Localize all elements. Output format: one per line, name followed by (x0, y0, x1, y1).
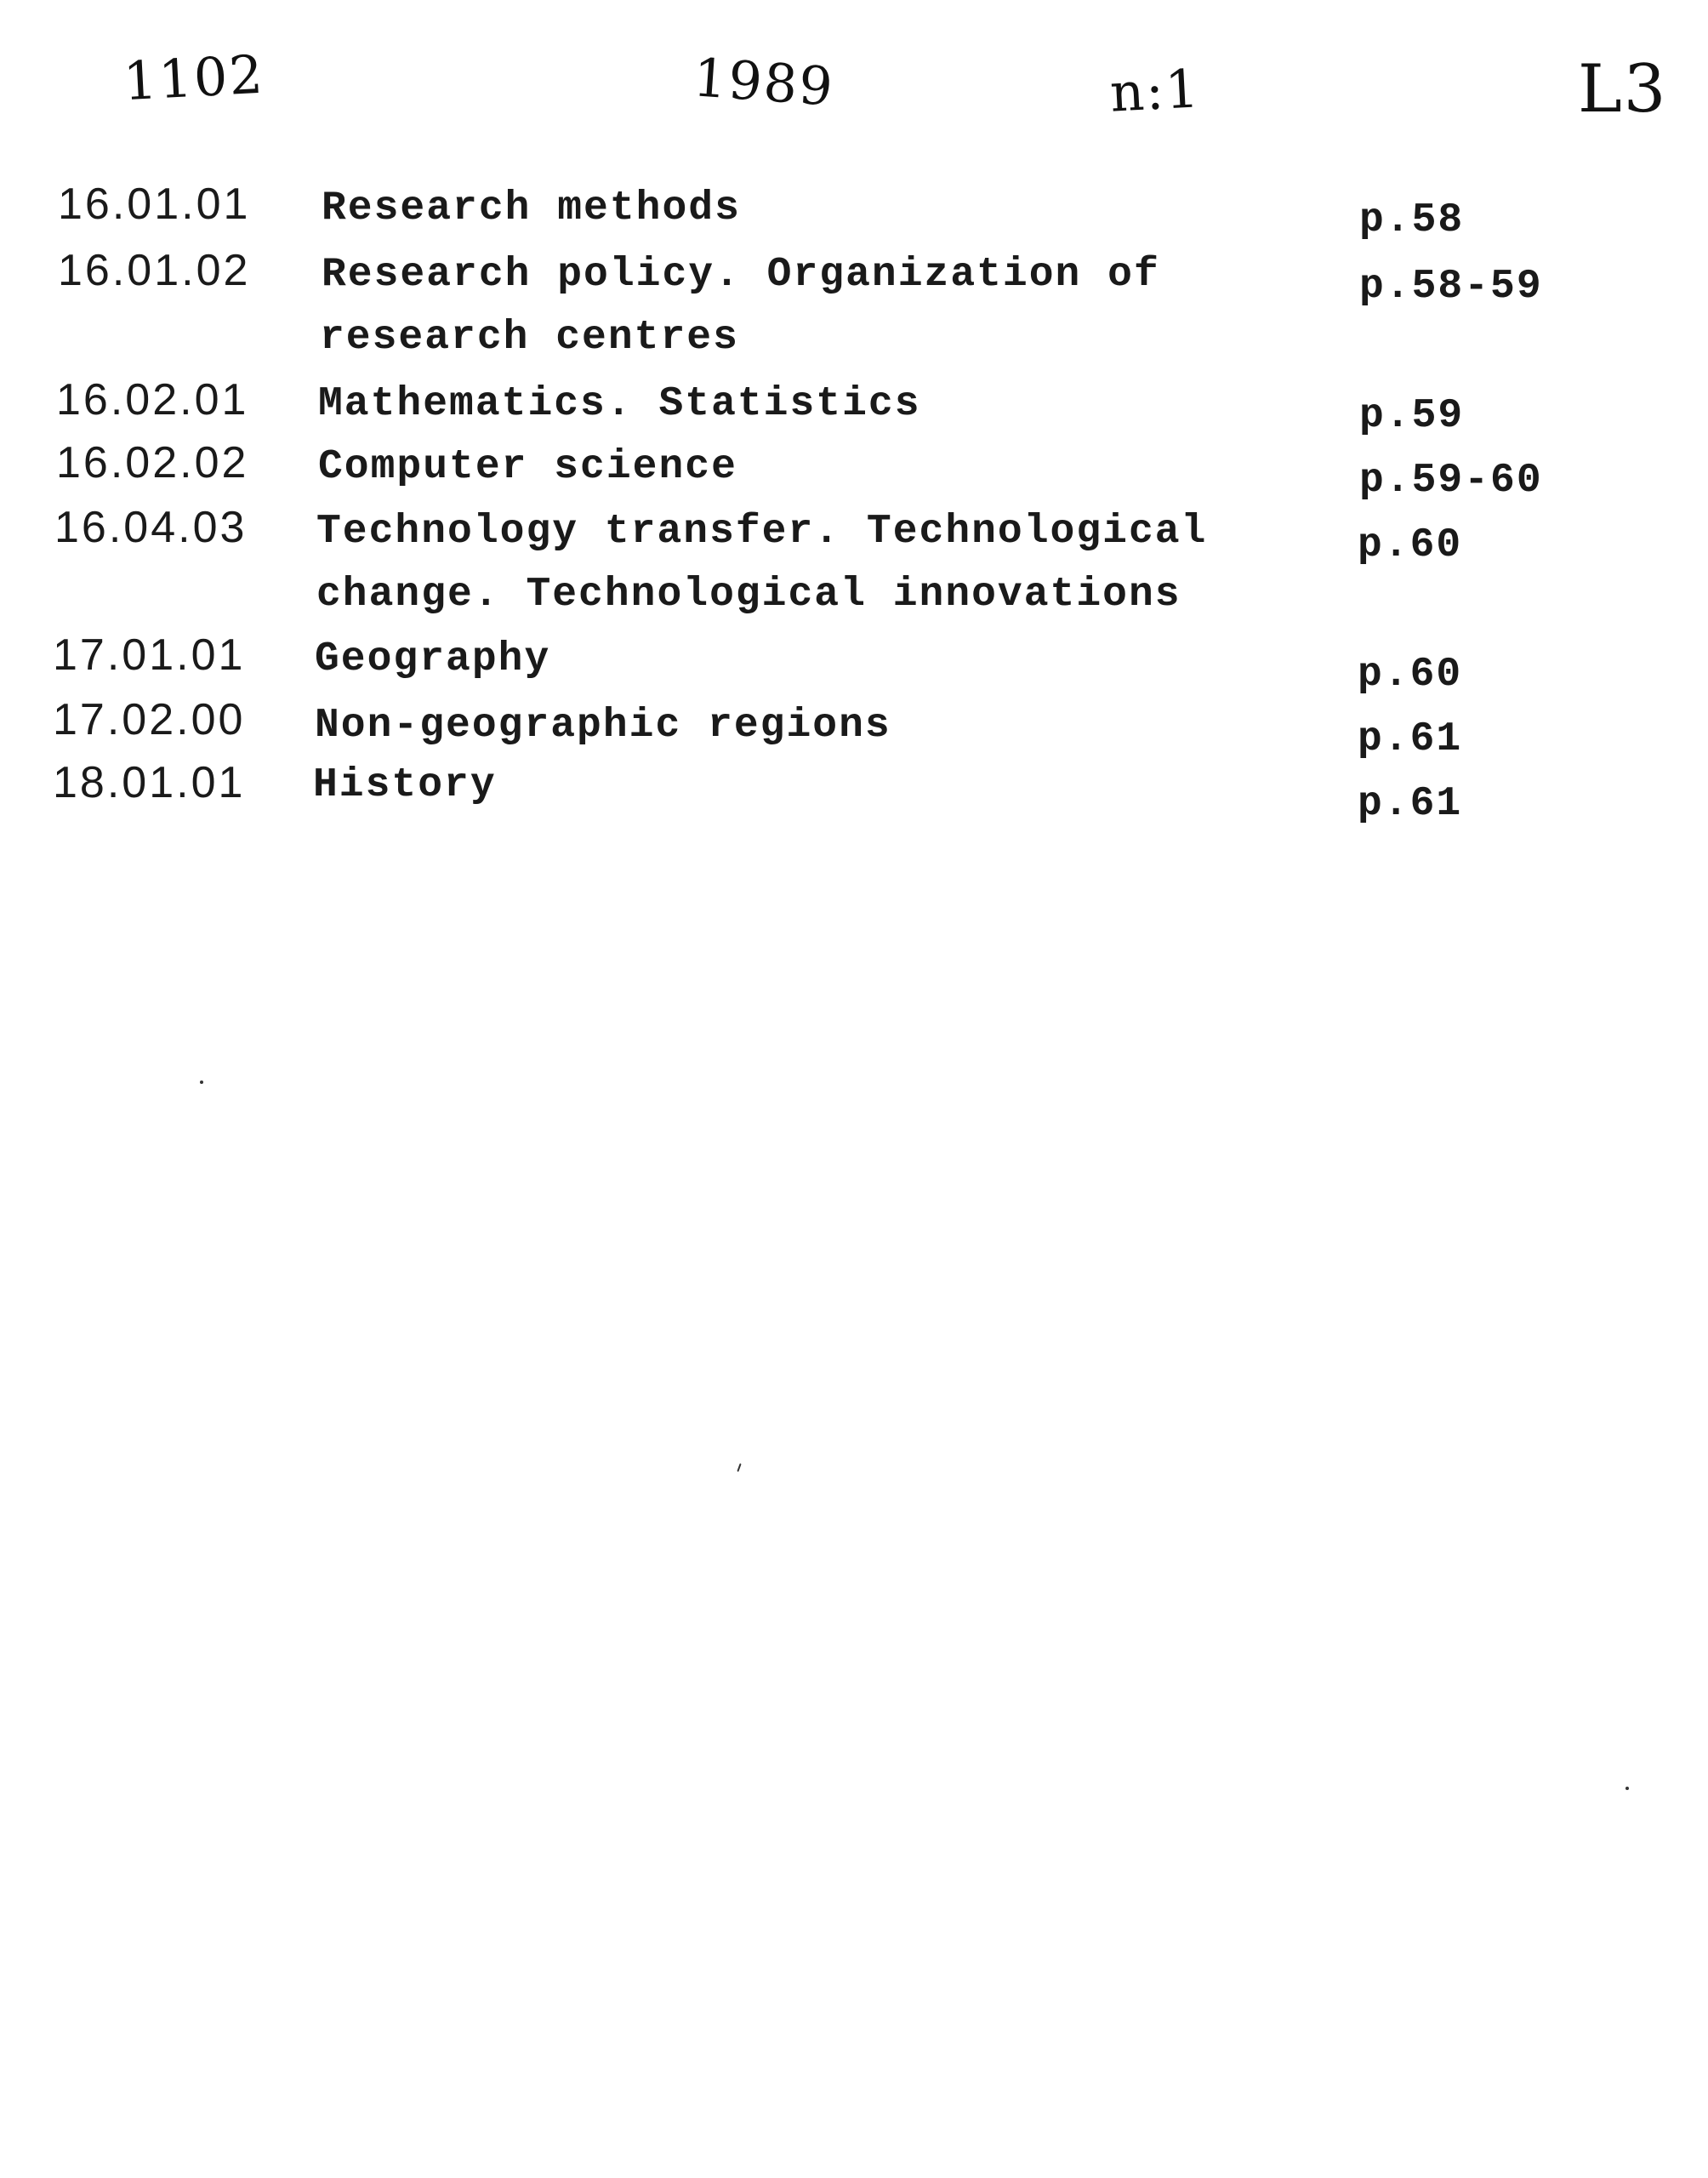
handwritten-mark: n:1 (1108, 57, 1203, 124)
handwritten-mark: 1102 (122, 43, 266, 113)
entry-pages: p.60 (1358, 522, 1463, 568)
entry-code: 17.01.01 (53, 630, 246, 680)
entry-title: Geography (315, 636, 551, 682)
handwritten-mark: L3 (1578, 51, 1668, 128)
entry-code: 16.01.02 (58, 246, 251, 295)
entry-code: 16.04.03 (54, 503, 248, 552)
entry-pages: p.58-59 (1359, 264, 1543, 310)
entry-code: 17.02.00 (53, 695, 246, 744)
entry-title: Technology transfer. Technological (316, 509, 1208, 555)
entry-title: Non-geographic regions (315, 703, 891, 749)
entry-title: Computer science (318, 444, 737, 490)
entry-title-continued: research centres (320, 315, 739, 361)
entry-pages: p.58 (1359, 197, 1465, 243)
entry-pages: p.59 (1359, 393, 1465, 439)
entry-code: 16.01.01 (58, 180, 251, 229)
entry-pages: p.61 (1358, 781, 1463, 827)
entry-code: 18.01.01 (53, 758, 246, 807)
handwritten-mark: 1989 (691, 46, 837, 118)
scan-speck (200, 1080, 203, 1084)
entry-title: Mathematics. Statistics (318, 381, 921, 427)
entry-title: Research methods (322, 185, 741, 231)
entry-code: 16.02.01 (56, 375, 249, 425)
entry-title: Research policy. Organization of (322, 252, 1160, 298)
entry-pages: p.59-60 (1359, 458, 1543, 504)
entry-pages: p.61 (1358, 716, 1463, 762)
scan-speck (1625, 1787, 1629, 1790)
scan-speck (737, 1463, 741, 1472)
entry-title: History (313, 762, 497, 808)
entry-code: 16.02.02 (56, 438, 249, 487)
entry-pages: p.60 (1358, 652, 1463, 698)
entry-title-continued: change. Technological innovations (316, 572, 1181, 618)
